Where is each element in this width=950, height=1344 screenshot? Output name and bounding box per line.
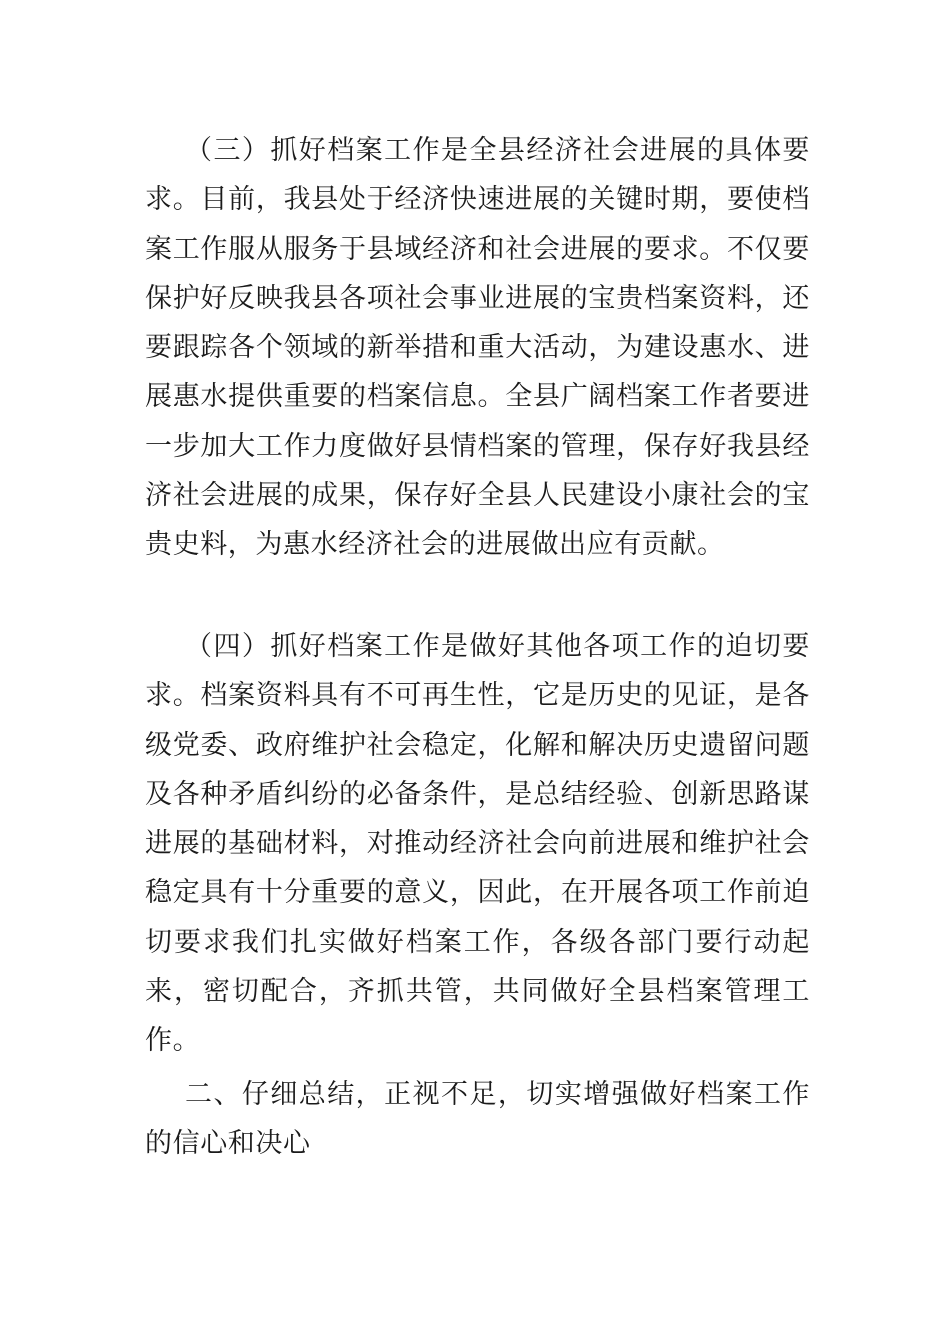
section-heading-2: 二、仔细总结，正视不足，切实增强做好档案工作的信心和决心 [145, 1079, 810, 1160]
paragraph-4-urgent-requirement: （四）抓好档案工作是做好其他各项工作的迫切要求。档案资料具有不可再生性，它是历史的见证，是各级党委、政府维护社会稳定，化解和解决历史遗留问题及各种矛盾纠纷的必备条件，是总结经验、创新思路谋进展的基础材料，对推动经济社会向前进展和维护社会稳定具有十分重要的意义，因此，在开展各项工作前迫切要求我们扎实做好档案工作，各级各部门要行动起来，密切配合，齐抓共管，共同做好全县档案管理工作。 [145, 631, 810, 1057]
paragraph-3-concrete-requirement: （三）抓好档案工作是全县经济社会进展的具体要求。目前，我县处于经济快速进展的关键时期，要使档案工作服从服务于县域经济和社会进展的要求。不仅要保护好反映我县各项社会事业进展的宝贵档案资料，还要跟踪各个领域的新举措和重大活动，为建设惠水、进展惠水提供重要的档案信息。全县广阔档案工作者要进一步加大工作力度做好县情档案的管理，保存好我县经济社会进展的成果，保存好全县人民建设小康社会的宝贵史料，为惠水经济社会的进展做出应有贡献。 [145, 135, 810, 561]
